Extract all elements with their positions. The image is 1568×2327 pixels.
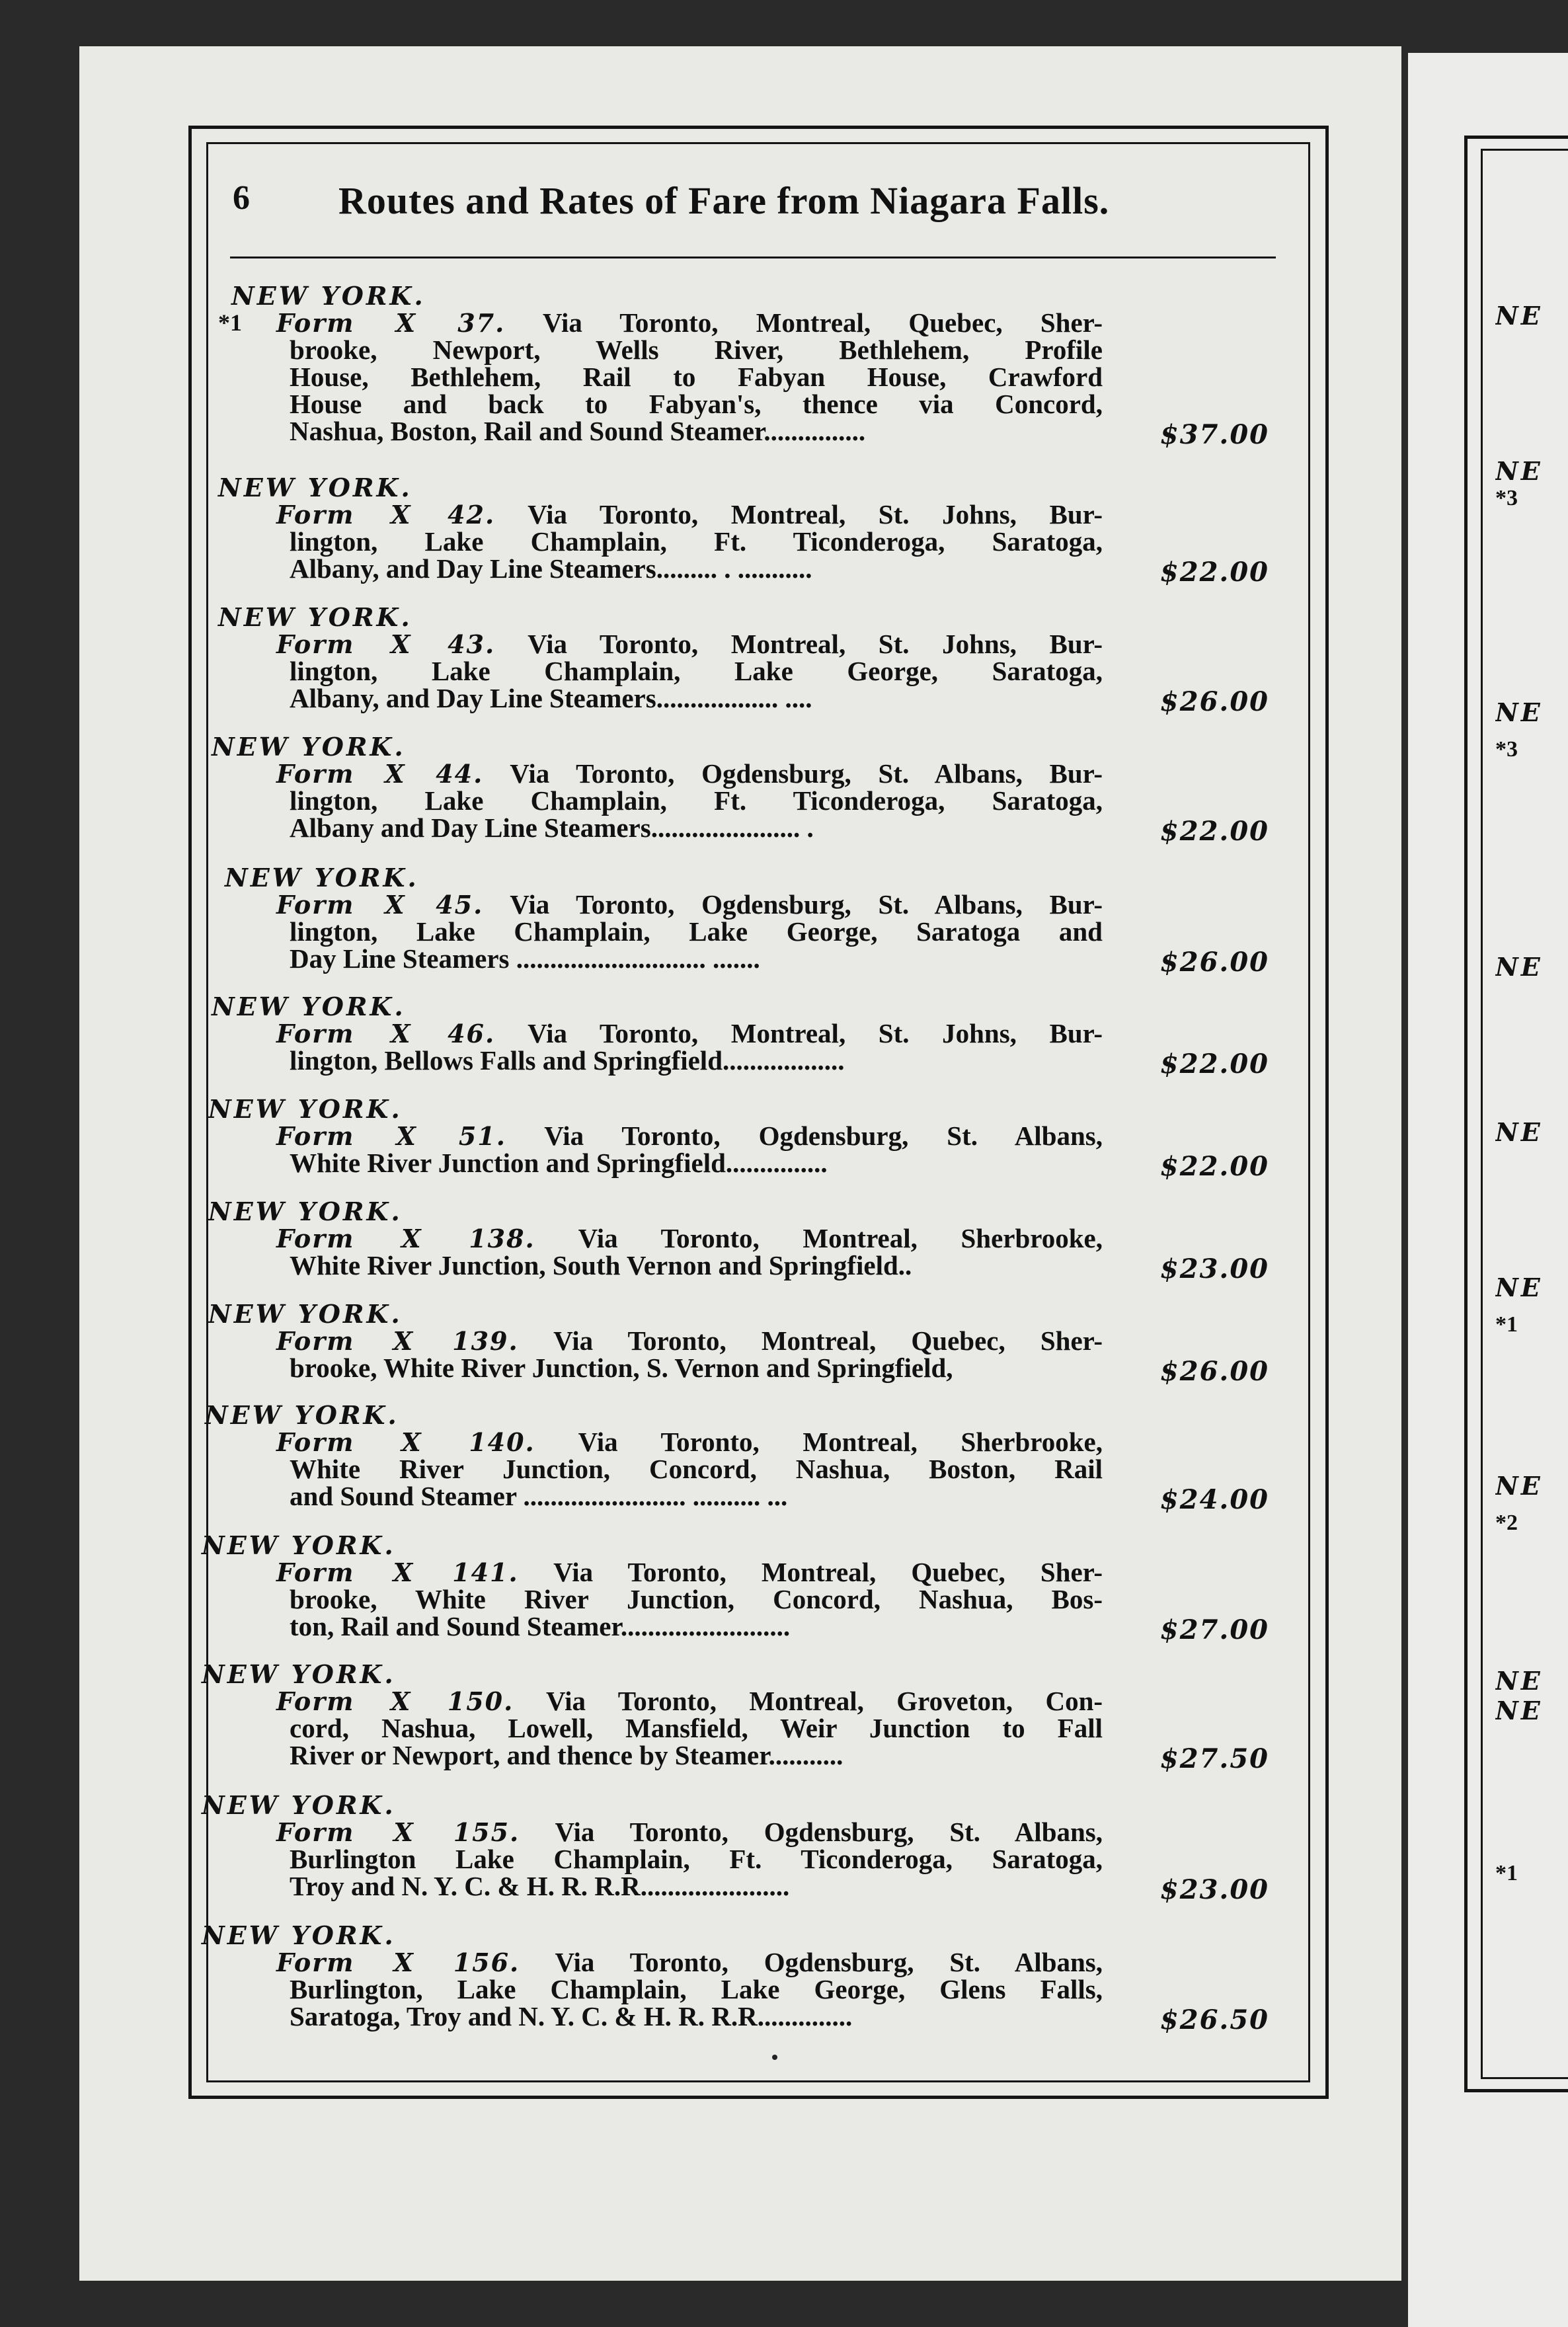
fare-entry [202,1920,1276,2035]
entry-price: $26.00 [1159,1356,1269,1387]
adjacent-heading-fragment: NE [1495,1117,1543,1147]
adjacent-heading-fragment: NE [1495,1666,1543,1696]
page-title: Routes and Rates of Fare from Niagara Falls. [338,179,1110,222]
adjacent-marker-fragment: *3 [1495,737,1518,762]
entry-route-description [276,1559,1103,1640]
header-rule [230,256,1276,258]
entry-line: Albany and Day Line Steamers...................... . [290,812,814,843]
entry-form-number: Form X 139. [276,1326,519,1356]
entry-route-description [276,760,1103,842]
fare-entry [202,1790,1276,1905]
fare-entry [212,992,1276,1080]
entry-form-number: Form X 44. [276,759,484,789]
entry-line: brooke, Newport, Wells River, Bethlehem, Profile [290,335,1103,365]
entry-line: lington, Bellows Falls and Springfield.................. [290,1045,845,1076]
entry-line: River or Newport, and thence by Steamer........... [290,1740,843,1770]
entry-line: White River Junction and Springfield............... [290,1148,828,1178]
entry-form-number: Form X 46. [276,1019,496,1048]
entry-route-description [276,631,1103,712]
entry-form-number: Form X 42. [276,500,496,530]
adjacent-marker-fragment: *3 [1495,486,1518,510]
entry-line: House and back to Fabyan's, thence via Concord, [290,389,1103,419]
entry-destination: NEW YORK. [212,992,406,1021]
fare-entry [208,1094,1276,1182]
entry-line: lington, Lake Champlain, Ft. Ticonderoga, Saratoga, [290,526,1103,557]
fare-entry [208,1299,1276,1387]
entry-line: lington, Lake Champlain, Lake George, Saratoga, [290,656,1103,686]
page-number: 6 [233,179,250,217]
entry-first-line [276,501,1103,528]
entry-line-text: Via Toronto, Montreal, Sherbrooke, [578,1223,1103,1253]
entry-line: White River Junction, Concord, Nashua, Boston, Rail [290,1454,1103,1484]
entry-route-description [276,1327,1103,1382]
entry-line: Troy and N. Y. C. & H. R. R.R...................... [290,1871,790,1901]
adjacent-heading-fragment: NE [1495,952,1543,982]
adjacent-marker-fragment: *1 [1495,1861,1518,1885]
entry-line-text: Via Toronto, Montreal, St. Johns, Bur- [528,1018,1103,1048]
entry-price: $22.00 [1159,1151,1269,1182]
entry-line-text: Via Toronto, Ogdensburg, St. Albans, [555,1947,1103,1977]
entry-price: $26.00 [1159,947,1269,978]
entry-destination: NEW YORK. [225,863,419,892]
entry-route-description [276,891,1103,972]
entry-first-line [276,1225,1103,1252]
entry-line-text: Via Toronto, Ogdensburg, St. Albans, [555,1817,1103,1847]
entry-first-line [276,1559,1103,1586]
adjacent-page-inner-border [1481,149,1568,2079]
entry-line: and Sound Steamer ........................ .......... ... [290,1481,788,1511]
entry-form-number: Form X 43. [276,629,496,659]
entry-line-text: Via Toronto, Montreal, Quebec, Sher- [553,1557,1103,1587]
entry-destination: NEW YORK. [202,1790,396,1820]
adjacent-marker-fragment: *2 [1495,1511,1518,1535]
entry-price: $27.00 [1159,1614,1269,1645]
entry-line: Burlington, Lake Champlain, Lake George, Glens Falls, [290,1974,1103,2004]
entry-form-number: Form X 150. [276,1686,514,1716]
entry-first-line [276,1327,1103,1355]
entry-line: cord, Nashua, Lowell, Mansfield, Weir Junction to Fall [290,1713,1103,1743]
entry-route-description [276,1225,1103,1279]
entry-route-description [276,1819,1103,1900]
fare-entry [205,1400,1276,1515]
entry-price: $24.00 [1159,1484,1269,1515]
adjacent-heading-fragment: NE [1495,301,1543,331]
adjacent-heading-fragment: NE [1495,1696,1543,1725]
fare-entry [218,281,1276,450]
entry-price: $22.00 [1159,1048,1269,1080]
entry-price: $26.00 [1159,686,1269,717]
adjacent-heading-fragment: NE [1495,1471,1543,1501]
entry-first-line [276,1688,1103,1715]
entry-line: White River Junction, South Vernon and Springfield.. [290,1250,912,1281]
entry-line-text: Via Toronto, Ogdensburg, St. Albans, Bur- [510,889,1103,920]
entry-route-description [218,307,1103,446]
entry-first-line [276,631,1103,658]
entry-first-line [276,1949,1103,1976]
entry-line-text: Via Toronto, Montreal, Quebec, Sher- [542,307,1103,338]
entry-route-description [276,501,1103,582]
entry-line: ton, Rail and Sound Steamer......................... [290,1611,791,1641]
fare-entry [202,1659,1276,1774]
entry-destination: NEW YORK. [205,1400,399,1430]
entry-line-text: Via Toronto, Ogdensburg, St. Albans, Bur- [510,758,1103,789]
entry-first-line [276,891,1103,918]
entry-first-line [276,1429,1103,1456]
entry-destination: NEW YORK. [218,473,412,502]
entry-form-number: Form X 51. [276,1121,506,1151]
entry-form-number: Form X 37. [276,308,506,338]
entry-line: Day Line Steamers ............................ ....... [290,943,760,974]
entry-destination: NEW YORK. [202,1530,396,1560]
fare-entry [218,473,1276,588]
entry-line: brooke, White River Junction, S. Vernon and Springfield, [290,1353,953,1383]
entry-form-number: Form X 156. [276,1948,520,1977]
entry-price: $27.50 [1159,1743,1269,1774]
entry-destination: NEW YORK. [231,281,426,311]
entry-line: Saratoga, Troy and N. Y. C. & H. R. R.R.............. [290,2001,853,2031]
entry-route-description [276,1949,1103,2030]
entry-route-description [276,1429,1103,1510]
entry-destination: NEW YORK. [202,1659,396,1689]
entry-line-text: Via Toronto, Montreal, Sherbrooke, [578,1427,1103,1457]
entry-form-number: Form X 138. [276,1224,535,1253]
adjacent-heading-fragment: NE [1495,1273,1543,1302]
entry-destination: NEW YORK. [212,732,406,762]
adjacent-heading-fragment: NE [1495,697,1543,727]
fare-entry [212,732,1276,847]
entry-line: House, Bethlehem, Rail to Fabyan House, Crawford [290,362,1103,392]
entry-line-text: Via Toronto, Montreal, St. Johns, Bur- [528,629,1103,659]
entry-line: lington, Lake Champlain, Lake George, Saratoga and [290,916,1103,947]
entry-first-line [276,760,1103,787]
print-speck [772,2055,777,2060]
entry-line: Nashua, Boston, Rail and Sound Steamer............... [290,416,866,446]
entry-line: brooke, White River Junction, Concord, Nashua, Bos- [290,1584,1103,1614]
entry-price: $26.50 [1159,2004,1269,2035]
entry-form-number: Form X 140. [276,1427,535,1457]
entry-price: $22.00 [1159,816,1269,847]
entry-first-line [276,1123,1103,1150]
entry-destination: NEW YORK. [208,1197,403,1226]
entry-first-line [276,1819,1103,1846]
fare-entry [208,1197,1276,1284]
entry-line: lington, Lake Champlain, Ft. Ticonderoga, Saratoga, [290,785,1103,816]
entry-first-line [276,309,1103,336]
entry-destination: NEW YORK. [208,1094,403,1124]
fare-entry [218,863,1276,978]
entry-line: Burlington Lake Champlain, Ft. Ticonderoga, Saratoga, [290,1844,1103,1874]
page-header [233,178,1284,231]
adjacent-heading-fragment: NE [1495,456,1543,486]
entry-price: $23.00 [1159,1874,1269,1905]
entry-route-description [276,1020,1103,1074]
entry-form-number: Form X 155. [276,1817,520,1847]
entry-form-number: Form X 45. [276,890,484,920]
entry-line-text: Via Toronto, Montreal, Quebec, Sher- [553,1325,1103,1356]
entry-line-text: Via Toronto, Ogdensburg, St. Albans, [544,1121,1103,1151]
entry-route-description [276,1688,1103,1769]
entry-route-description [276,1123,1103,1177]
entry-line-text: Via Toronto, Montreal, Groveton, Con- [546,1686,1103,1716]
entry-price: $37.00 [1159,419,1269,450]
entry-price: $23.00 [1159,1253,1269,1284]
entry-line: Albany, and Day Line Steamers.................. .... [290,683,812,713]
fare-entry [202,1530,1276,1645]
entry-line: Albany, and Day Line Steamers......... . ........... [290,553,812,584]
entry-destination: NEW YORK. [202,1920,396,1950]
fare-entry [218,602,1276,717]
entry-destination: NEW YORK. [218,602,412,632]
entry-destination: NEW YORK. [208,1299,403,1329]
entry-price: $22.00 [1159,557,1269,588]
adjacent-marker-fragment: *1 [1495,1312,1518,1337]
entry-line-text: Via Toronto, Montreal, St. Johns, Bur- [528,499,1103,530]
entry-marker: *1 [218,309,242,336]
entry-first-line [276,1020,1103,1047]
entry-form-number: Form X 141. [276,1558,519,1587]
